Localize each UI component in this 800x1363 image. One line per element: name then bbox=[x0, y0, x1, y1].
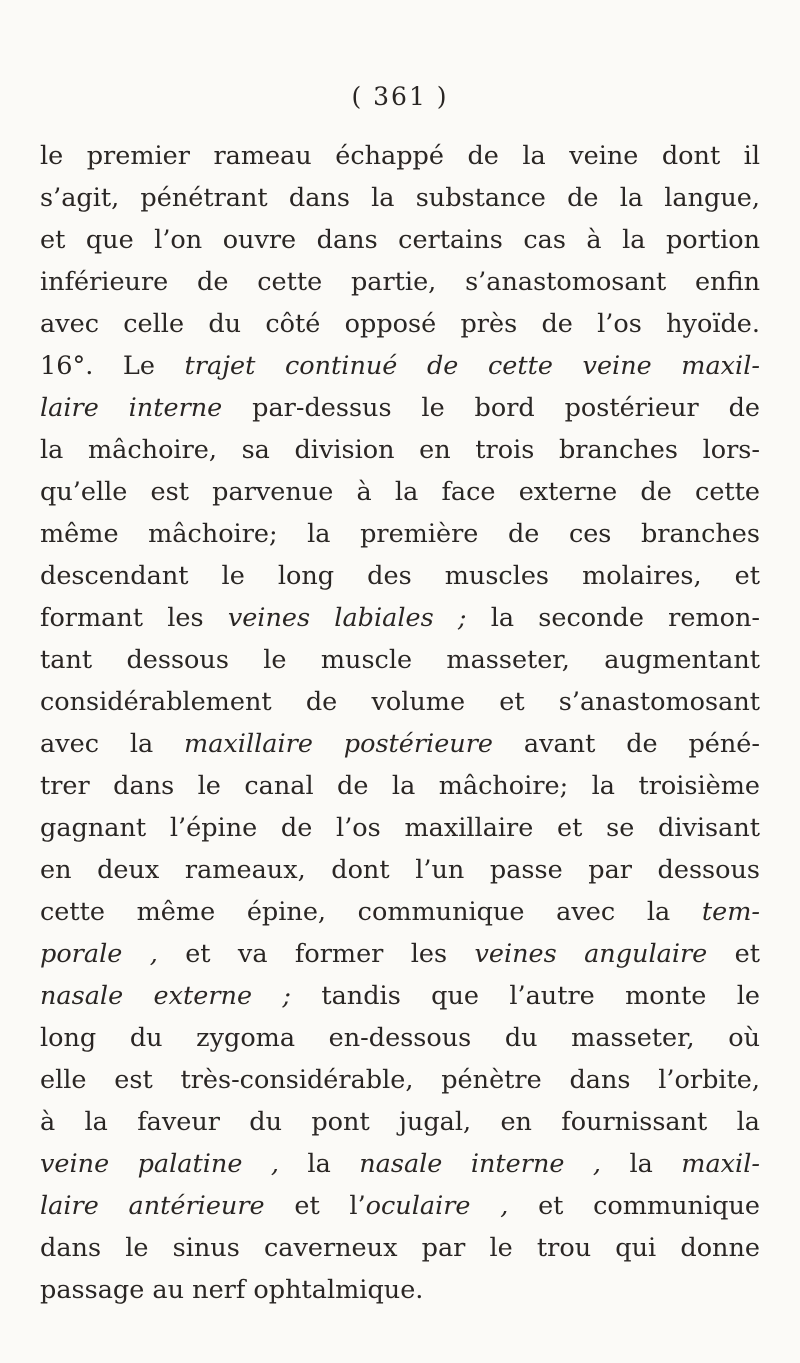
text-line bbox=[40, 597, 760, 639]
text-line bbox=[40, 261, 760, 303]
text-line bbox=[40, 1143, 760, 1185]
text-line bbox=[40, 219, 760, 261]
text-line bbox=[40, 345, 760, 387]
text-segment: passage au nerf ophtalmique. bbox=[40, 1275, 424, 1305]
italic-term: trajet continué de cette veine maxil- bbox=[184, 351, 760, 381]
text-segment: par-dessus le bord postérieur de bbox=[222, 393, 760, 423]
text-segment: long du zygoma en-dessous du masseter, où bbox=[40, 1023, 760, 1053]
page-number: ( 361 ) bbox=[351, 82, 449, 111]
text-line bbox=[40, 1185, 760, 1227]
text-segment: et va former les bbox=[157, 939, 475, 969]
text-segment: tant dessous le muscle masseter, augmentant bbox=[40, 645, 760, 675]
text-line bbox=[40, 1269, 760, 1311]
text-line bbox=[40, 429, 760, 471]
text-segment: la seconde remon- bbox=[466, 603, 760, 633]
text-line bbox=[40, 177, 760, 219]
text-segment: 16°. Le bbox=[40, 351, 185, 381]
italic-term: laire interne bbox=[40, 393, 223, 423]
italic-term: veines labiales ; bbox=[227, 603, 467, 633]
text-line bbox=[40, 1059, 760, 1101]
italic-term: tem- bbox=[701, 897, 760, 927]
text-segment: en deux rameaux, dont l’un passe par dessous bbox=[40, 855, 760, 885]
italic-term: porale , bbox=[40, 939, 158, 969]
italic-term: oculaire , bbox=[365, 1191, 509, 1221]
text-segment: gagnant l’épine de l’os maxillaire et se divisant bbox=[40, 813, 760, 843]
text-line bbox=[40, 639, 760, 681]
text-line bbox=[40, 849, 760, 891]
text-segment: la bbox=[601, 1149, 682, 1179]
italic-term: maxillaire postérieure bbox=[184, 729, 494, 759]
text-segment: avant de péné- bbox=[493, 729, 760, 759]
italic-term: veine palatine , bbox=[40, 1149, 279, 1179]
text-line bbox=[40, 1101, 760, 1143]
text-segment: la mâchoire, sa division en trois branches lors- bbox=[40, 435, 760, 465]
text-line bbox=[40, 303, 760, 345]
text-segment: la bbox=[278, 1149, 360, 1179]
body-text bbox=[40, 135, 760, 1311]
text-line bbox=[40, 513, 760, 555]
text-segment: considérablement de volume et s’anastomosant bbox=[40, 687, 760, 717]
italic-term: nasale interne , bbox=[359, 1149, 602, 1179]
text-line bbox=[40, 975, 760, 1017]
text-line bbox=[40, 1017, 760, 1059]
text-line bbox=[40, 681, 760, 723]
text-line bbox=[40, 135, 760, 177]
text-segment: et que l’on ouvre dans certains cas à la portion bbox=[40, 225, 760, 255]
text-segment: qu’elle est parvenue à la face externe de cette bbox=[40, 477, 760, 507]
text-segment: même mâchoire; la première de ces branches bbox=[40, 519, 760, 549]
text-segment: avec la bbox=[40, 729, 185, 759]
text-segment: s’agit, pénétrant dans la substance de la langue, bbox=[40, 183, 760, 213]
text-line bbox=[40, 765, 760, 807]
text-segment: trer dans le canal de la mâchoire; la troisième bbox=[40, 771, 760, 801]
text-line bbox=[40, 387, 760, 429]
text-segment: descendant le long des muscles molaires, et bbox=[40, 561, 760, 591]
text-line bbox=[40, 723, 760, 765]
text-segment: inférieure de cette partie, s’anastomosant enfin bbox=[40, 267, 760, 297]
italic-term: laire antérieure bbox=[40, 1191, 265, 1221]
text-segment: formant les bbox=[40, 603, 228, 633]
text-line bbox=[40, 1227, 760, 1269]
text-segment: tandis que l’autre monte le bbox=[290, 981, 760, 1011]
text-segment: à la faveur du pont jugal, en fournissant la bbox=[40, 1107, 760, 1137]
text-line bbox=[40, 891, 760, 933]
text-segment: avec celle du côté opposé près de l’os hyoïde. bbox=[40, 309, 760, 339]
text-line bbox=[40, 807, 760, 849]
text-line bbox=[40, 933, 760, 975]
text-segment: et l’ bbox=[264, 1191, 366, 1221]
text-line bbox=[40, 555, 760, 597]
italic-term: maxil- bbox=[681, 1149, 760, 1179]
text-segment: le premier rameau échappé de la veine dont il bbox=[40, 141, 760, 171]
italic-term: nasale externe ; bbox=[40, 981, 291, 1011]
text-segment: cette même épine, communique avec la bbox=[40, 897, 702, 927]
text-segment: et bbox=[707, 939, 760, 969]
text-segment: elle est très-considérable, pénètre dans l’orbite, bbox=[40, 1065, 760, 1095]
text-segment: dans le sinus caverneux par le trou qui donne bbox=[40, 1233, 760, 1263]
text-line bbox=[40, 471, 760, 513]
italic-term: veines angulaire bbox=[474, 939, 708, 969]
text-segment: et communique bbox=[508, 1191, 760, 1221]
